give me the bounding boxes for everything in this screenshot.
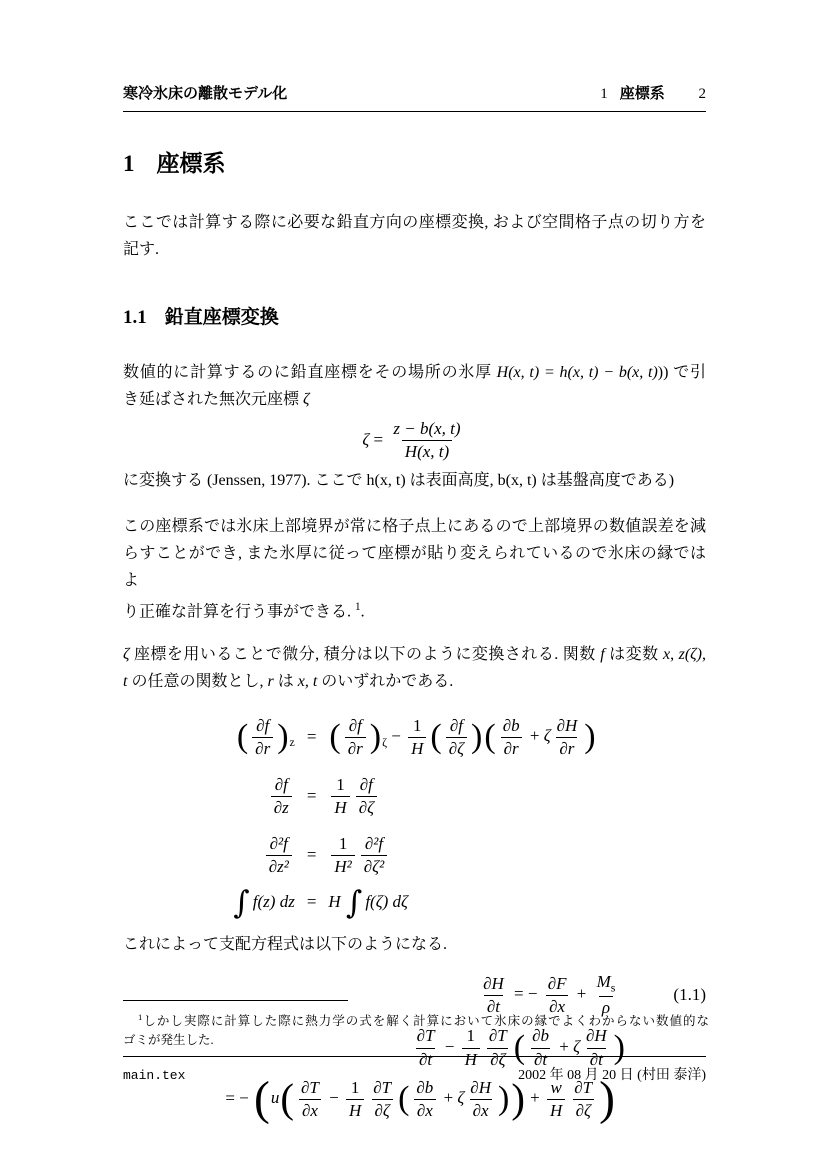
subsection-title: 鉛直座標変換 <box>164 307 279 328</box>
equation-row-df-dz <box>232 767 596 826</box>
paragraph-line: り正確な計算を行う事ができる. $^1$. <box>123 601 365 621</box>
equation-lhs: ( $\frac{\partial f}{\partial r}$ )$_z$ <box>232 708 294 767</box>
header-running-section <box>600 82 706 103</box>
footnote-line: $^1$しかし実際に計算した際に熱力学の式を解く計算において氷床の縁でよくわからない数値的な <box>138 1012 709 1029</box>
header-page-number: 2 <box>698 86 706 102</box>
equation-row-df-dr <box>232 708 596 767</box>
section-number: 1 <box>123 151 135 176</box>
equation-rhs: ( $\frac{\partial f}{\partial r}$ )$_\zeta$ − $\frac{1}{H}$ ( $\frac{\partial f}{\partial\zeta}$ )( $\frac{\partial b}{\partial r}$ + ζ $\frac{\partial H}{\partial r}$ ) <box>328 708 596 767</box>
paragraph-line: に変換する (Jenssen, 1977). ここで h(x, t) は表面高度, b(x, t) は基盤高度である) <box>123 472 675 490</box>
equation-content: ζ = $\frac{z - b(x, t)}{H(x, t)}$ <box>362 430 466 449</box>
paragraph-line: ζ 座標を用いることで微分, 積分は以下のように変換される. 関数 f は変数 x, z(ζ), <box>123 645 706 663</box>
equation-row-integral <box>232 885 596 922</box>
equals-sign: = <box>306 786 317 806</box>
header-section-name: 座標系 <box>619 85 665 102</box>
section-title: 座標系 <box>156 150 226 176</box>
paragraph-line: これによって支配方程式は以下のようになる. <box>123 936 448 954</box>
paragraph-governing-equations <box>123 931 706 958</box>
paragraph-coordinate-benefits <box>123 513 706 625</box>
equals-sign: = <box>306 726 317 746</box>
equation-lhs: $\frac{\partial f}{\partial z}$ <box>232 767 294 826</box>
paragraph-line: t の任意の関数とし, r は x, t のいずれかである. <box>123 672 454 690</box>
equation-content: $\frac{\partial H}{\partial t}$ = − $\frac{\partial F}{\partial x}$ + $\frac{M_s}{\rho}$ <box>477 971 621 1019</box>
section-heading <box>123 145 706 178</box>
footer-filename: main.tex <box>123 1068 186 1083</box>
equals-sign: = <box>306 845 317 865</box>
equation-lhs: $\frac{\text{∂²f}}{\text{∂z²}}$ <box>232 826 294 885</box>
equation-content: = − (u( $\frac{\partial T}{\partial x}$ − $\frac{1}{H}$ $\frac{\partial T}{\partial\zeta}$ ( $\frac{\partial b}{\partial x}$ + ζ $\frac{\partial H}{\partial x}$ )) + $\frac{w}{H}$ $\frac{\partial T}{\partial\zeta}$ ) <box>225 1073 615 1126</box>
equation-rhs: $\frac{1}{\text{H²}}$ $\frac{\text{∂²f}}{\text{∂ζ²}}$ <box>328 826 596 885</box>
paragraph-line: ここでは計算する際に必要な鉛直方向の座標変換, および空間格子点の切り方を <box>123 214 706 231</box>
footer-date: 2002 年 08 月 20 日 (村田 泰洋) <box>518 1068 706 1083</box>
footnote-area <box>123 1000 709 1050</box>
paragraph-line: き延ばされた無次元座標 ζ <box>123 391 310 408</box>
page-footer <box>123 1056 706 1084</box>
footnote-rule <box>123 1000 348 1001</box>
header-section-number: 1 <box>600 86 608 102</box>
equation-content: $\frac{\partial T}{\partial t}$ − $\frac{1}{H}$ $\frac{\partial T}{\partial\zeta}$ ( $\frac{\partial b}{\partial t}$ + ζ $\frac{\partial H}{\partial t}$ ) <box>411 1037 626 1056</box>
paragraph-intro <box>123 209 706 263</box>
equation-row-d2f-dz2 <box>232 826 596 885</box>
subsection-heading <box>123 302 706 329</box>
equation-rhs: H ∫ f(ζ) dζ <box>328 885 408 922</box>
paragraph-vertical-transform <box>123 359 706 413</box>
equals-sign: = <box>306 892 317 912</box>
paragraph-line: この座標系では氷床上部境界が常に格子点上にあるので上部境界の数値誤差を減 <box>123 518 706 536</box>
header-doc-title: 寒冷氷床の離散モデル化 <box>123 85 288 102</box>
equation-lhs: ∫ f(z) dz <box>233 885 295 922</box>
subsection-number: 1.1 <box>123 307 147 328</box>
paragraph-derivative-transform <box>123 641 706 695</box>
paragraph-line: 数値的に計算するのに鉛直座標をその場所の氷厚 H(x, t) = h(x, t) − b(x, t))) で引 <box>123 364 706 381</box>
paragraph-line: らすことができ, また氷厚に従って座標が貼り変えられているので氷床の縁ではよ <box>123 545 706 590</box>
equation-number-tag: (1.1) <box>673 985 706 1005</box>
paragraph-after-equation <box>123 467 706 494</box>
page-header <box>123 0 706 112</box>
paragraph-line: 記す. <box>123 241 160 258</box>
footnote-line: ゴミが発生した. <box>123 1033 214 1048</box>
equation-block-transforms <box>232 708 596 920</box>
equation-rhs: $\frac{1}{H}$ $\frac{\partial f}{\partial\zeta}$ <box>328 767 596 826</box>
equation-zeta-definition <box>123 418 706 463</box>
